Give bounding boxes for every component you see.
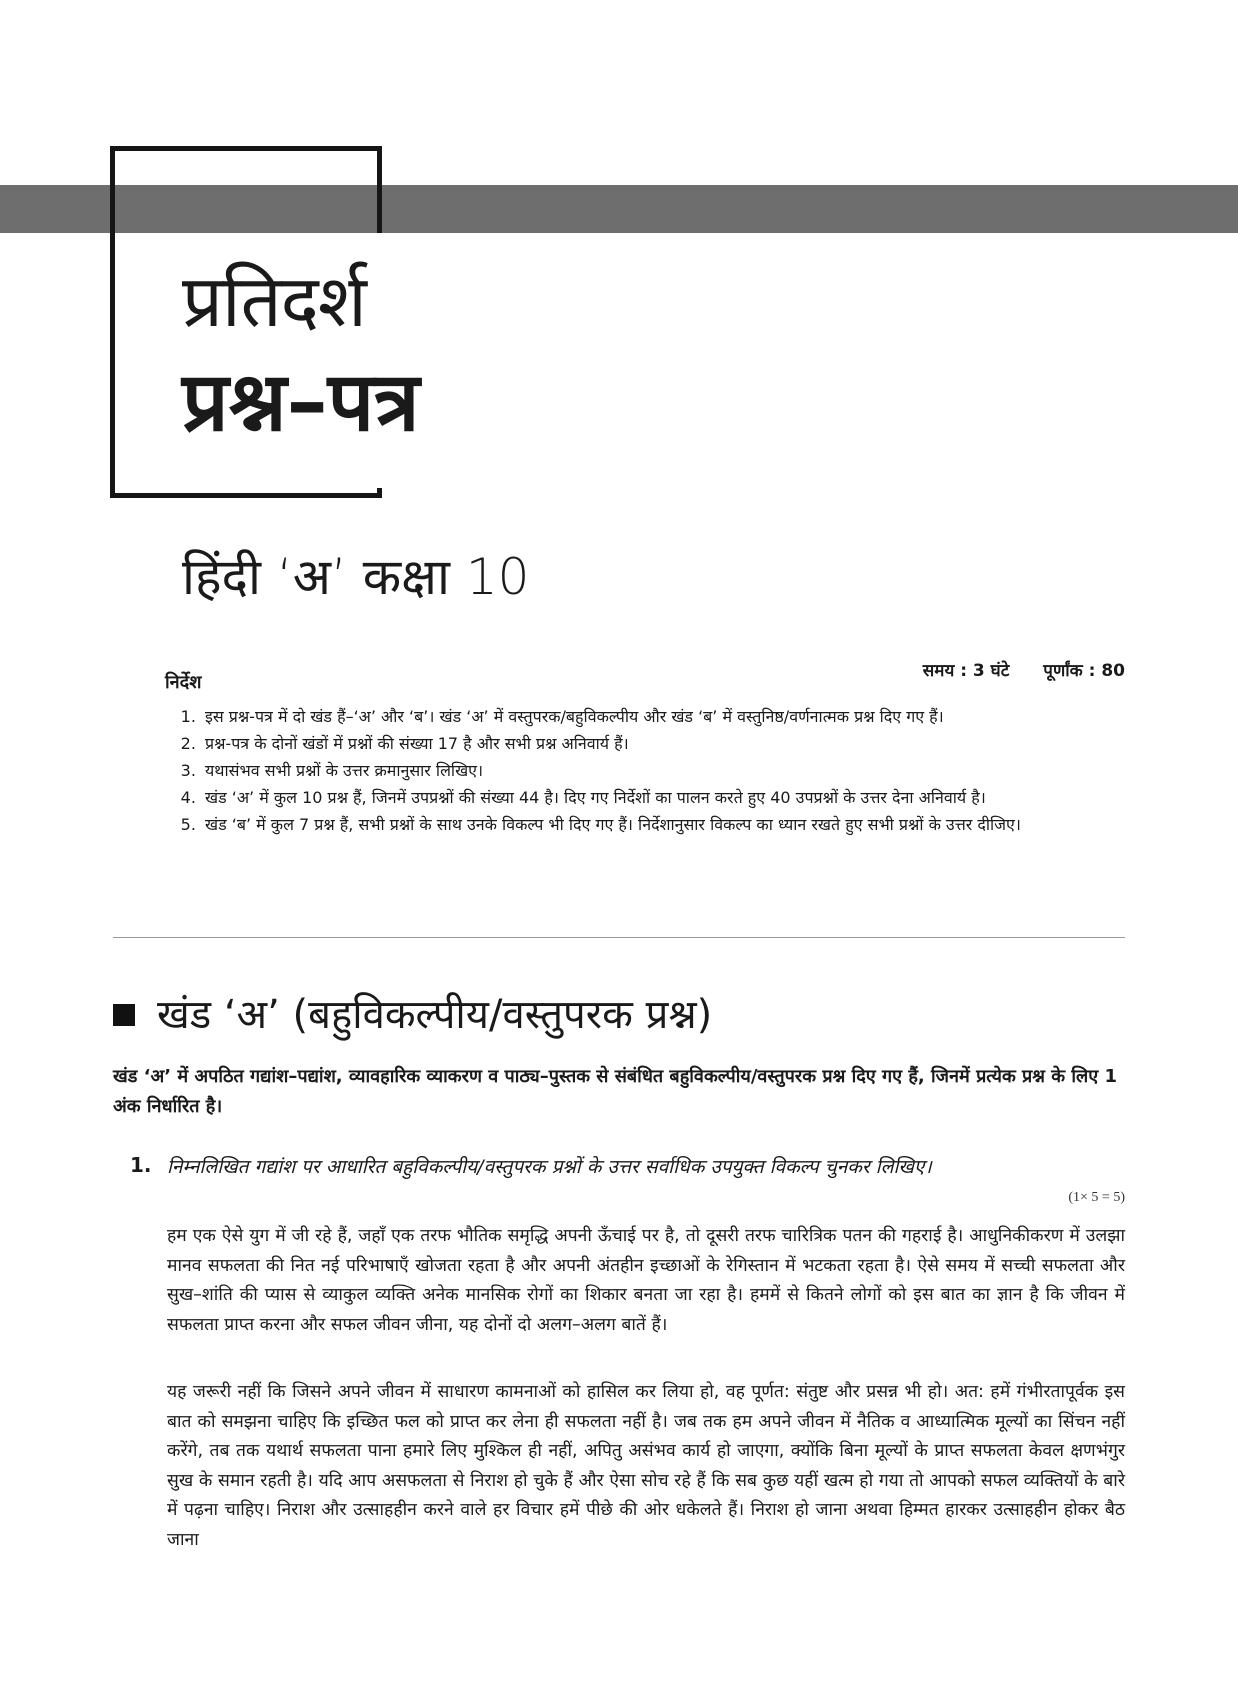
question-number: 1. <box>130 1153 152 1177</box>
instructions-list <box>175 703 1151 838</box>
time-label: समय : 3 घंटे <box>922 661 1010 681</box>
question-text: निम्नलिखित गद्यांश पर आधारित बहुविकल्पीय/वस्तुपरक प्रश्नों के उत्तर सर्वाधिक उपयुक्त विकल्प चुनकर लिखिए। <box>167 1156 932 1178</box>
exam-meta <box>915 658 1125 681</box>
subtitle: हिंदी ‘अ’ कक्षा 10 <box>182 548 530 606</box>
instruction-item: 1. इस प्रश्न-पत्र में दो खंड हैं–‘अ’ और ‘ब’। खंड ‘अ’ में वस्तुपरक/बहुविकल्पीय और खंड ‘ब’ में वस्तुनिष्ठ/वर्णनात्मक प्रश्न दिए गए हैं। <box>201 703 1151 730</box>
question-marks: (1× 5 = 5) <box>1068 1190 1125 1205</box>
instruction-item: 3. यथासंभव सभी प्रश्नों के उत्तर क्रमानुसार लिखिए। <box>201 757 1151 784</box>
instructions-heading: निर्देश <box>165 672 202 693</box>
instruction-item: 2. प्रश्न-पत्र के दोनों खंडों में प्रश्नों की संख्या 17 है और सभी प्रश्न अनिवार्य हैं। <box>201 730 1151 757</box>
passage-paragraph: यह जरूरी नहीं कि जिसने अपने जीवन में साधारण कामनाओं को हासिल कर लिया हो, वह पूर्णत: संतुष्ट और प्रसन्न भी हो। अत: हमें गंभीरतापूर्वक इस बात को समझना चाहिए कि इच्छित फल को प्राप्त कर लेना ही सफलता नहीं है। जब तक हम अपने जीवन में नैतिक व आध्यात्मिक मूल्यों का सिंचन नहीं करेंगे, तब तक यथार्थ सफलता पाना हमारे लिए मुश्किल ही नहीं, अपितु असंभव कार्य हो जाएगा, क्योंकि बिना मूल्यों के प्राप्त सफलता केवल क्षणभंगुर सुख के समान रहती है। यदि आप असफलता से निराश हो चुके हैं और ऐसा सोच रहे हैं कि सब कुछ यहीं खत्म हो गया तो आपको सफल व्यक्तियों के बारे में पढ़ना चाहिए। निराश और उत्साहहीन करने वाले हर विचार हमें पीछे की ओर धकेलते हैं। निराश हो जाना अथवा हिम्मत हारकर उत्साहहीन होकर बैठ जाना <box>167 1382 1125 1550</box>
marks-label: पूर्णांक : 80 <box>1043 661 1125 681</box>
divider <box>113 937 1125 938</box>
instruction-item: 5. खंड ‘ब’ में कुल 7 प्रश्न हैं, सभी प्रश्नों के साथ उनके विकल्प भी दिए गए हैं। निर्देशानुसार विकल्प का ध्यान रखते हुए सभी प्रश्नों के उत्तर दीजिए। <box>201 811 1151 838</box>
title-light: प्रतिदर्श <box>182 259 366 343</box>
instruction-item: 4. खंड ‘अ’ में कुल 10 प्रश्न हैं, जिनमें उपप्रश्नों की संख्या 44 है। दिए गए निर्देशों का पालन करते हुए 40 उपप्रश्नों के उत्तर देना अनिवार्य है। <box>201 784 1151 811</box>
section-heading <box>113 992 713 1038</box>
passage-paragraph: हम एक ऐसे युग में जी रहे हैं, जहाँ एक तरफ भौतिक समृद्धि अपनी ऊँचाई पर है, तो दूसरी तरफ चारित्रिक पतन की गहराई है। आधुनिकीकरण में उलझा मानव सफलता की नित नई परिभाषाएँ खोजता रहता है और अपनी अंतहीन इच्छाओं के रेगिस्तान में भटकता रहता है। ऐसे समय में सच्ची सफलता और सुख–शांति की प्यास से व्याकुल व्यक्ति अनेक मानसिक रोगों का शिकार बनता जा रहा है। हममें से कितने लोगों को इस बात का ज्ञान है कि जीवन में सफलता प्राप्त करना और सफल जीवन जीना, यह दोनों दो अलग–अलग बातें हैं। <box>167 1226 1125 1335</box>
title-bold: प्रश्न–पत्र <box>182 355 420 450</box>
section-intro: खंड ‘अ’ में अपठित गद्यांश–पद्यांश, व्यावहारिक व्याकरण व पाठ्य–पुस्तक से संबंधित बहुविकल्पीय/वस्तुपरक प्रश्न दिए गए हैं, जिनमें प्रत्येक प्रश्न के लिए 1 अंक निर्धारित है। <box>113 1066 1117 1117</box>
square-bullet-icon <box>113 1004 135 1026</box>
section-title: खंड ‘अ’ (बहुविकल्पीय/वस्तुपरक प्रश्न) <box>157 992 713 1038</box>
